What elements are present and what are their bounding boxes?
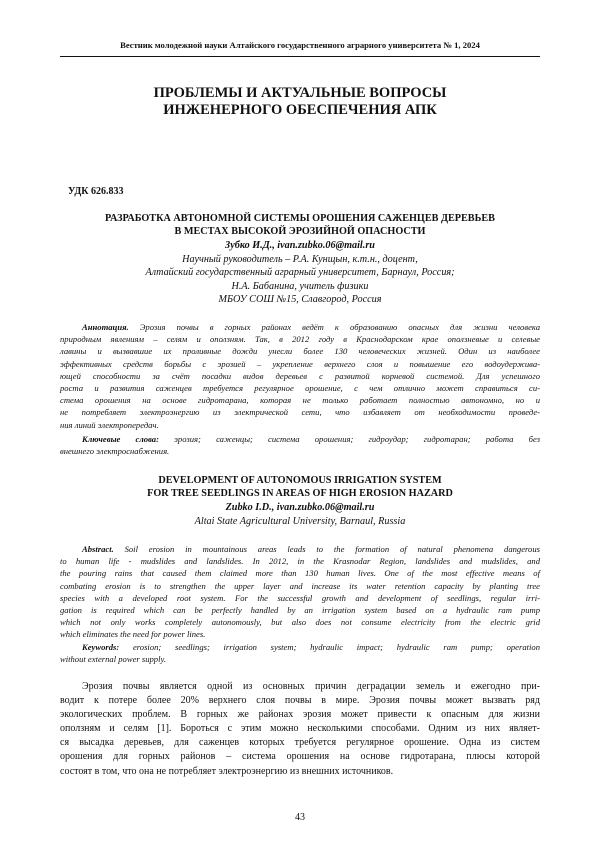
keywords-line: without external power supply. <box>60 654 166 665</box>
title-en-line: DEVELOPMENT OF AUTONOMOUS IRRIGATION SYSTEM <box>158 475 442 486</box>
body-line: состоят в том, что она не потребляет электроэнергию из внешних источников. <box>60 765 394 777</box>
authors-en <box>60 501 540 528</box>
keywords-en <box>60 641 540 665</box>
abstract-line: роста и развития саженцев требуется регулярное орошение, с чем отлично может справиться си- <box>60 383 540 394</box>
abstract-line: to human life - mudslides and landslides. In 2012, in the Krasnodar Region, landslides and mudslides, and <box>60 556 540 567</box>
abstract-line: which eliminates the need for power lines. <box>60 629 206 640</box>
keywords-line: внешнего электроснабжения. <box>60 446 170 457</box>
coauthor-line: Н.А. Бабанина, учитель физики <box>231 280 369 292</box>
article-title-ru <box>60 213 540 238</box>
keywords-line: erosion; seedlings; irrigation system; hydraulic impact; hydraulic ram pump; operation <box>119 642 540 652</box>
keywords-label: Keywords: <box>82 642 120 652</box>
abstract-line: ния линий электропередач. <box>60 419 159 430</box>
abstract-label: Abstract. <box>82 544 114 554</box>
abstract-line: species with a developed root system. For the successful growth and development of seedlings, regular irri- <box>60 592 540 603</box>
body-line: Эрозия почвы является одной из основных причин деградации земель и ежегодно при- <box>82 681 540 692</box>
affiliation-line: Алтайский государственный аграрный университет, Барнаул, Россия; <box>145 267 455 278</box>
section-title-line: ИНЖЕНЕРНОГО ОБЕСПЕЧЕНИЯ АПК <box>163 102 437 118</box>
section-title <box>60 85 540 119</box>
supervisor-line: Научный руководитель – Р.А. Кунщын, к.т.н., доцент, <box>182 253 418 265</box>
page-number: 43 <box>295 812 305 823</box>
abstract-line: лавины и вызвавшие их проливные дожди унесли более 130 человеческих жизней. Один из наиболее <box>60 346 540 357</box>
keywords-ru <box>60 433 540 457</box>
title-ru-line: В МЕСТАХ ВЫСОКОЙ ЭРОЗИЙНОЙ ОПАСНОСТИ <box>174 225 426 237</box>
header-rule <box>60 56 540 57</box>
abstract-line: the pouring rains that caused them claimed more than 130 human lives. One of the most effective means of <box>60 568 540 579</box>
abstract-line: combating erosion is to strengthen the upper layer and increase its water retention capacity by planting tree <box>60 580 540 591</box>
udk-code: УДК 626.833 <box>68 186 124 197</box>
abstract-line: which not only works completely autonomously, but also does not consume electricity from the electric grid <box>60 617 540 628</box>
author-line: Zubko I.D., ivan.zubko.06@mail.ru <box>225 502 375 513</box>
body-line: ся высадка деревьев, для саженцев которых требуется регулярное орошение. Одна из систем <box>60 737 540 749</box>
section-title-line: ПРОБЛЕМЫ И АКТУАЛЬНЫЕ ВОПРОСЫ <box>153 85 447 101</box>
abstract-label: Аннотация. <box>82 322 129 332</box>
abstract-line: Soil erosion in mountainous areas leads to the formation of natural phenomena dangerous <box>113 544 540 554</box>
abstract-line: Эрозия почвы в горных районах ведёт к образованию опасных для жизни человека <box>128 322 540 332</box>
body-line: орошения для горных районов – система орошения на основе гидротарана, плюсы которой <box>60 751 540 763</box>
body-line: водит к потере более 20% верхнего слоя почвы в мире. Эрозия почвы может вызвать ряд <box>60 695 540 707</box>
affiliation-line: Altai State Agricultural University, Barnaul, Russia <box>194 515 406 527</box>
abstract-ru <box>60 321 540 431</box>
article-title-en <box>60 475 540 500</box>
abstract-line: природным явлениям – селям и оползням. Так, в 2012 году в Краснодарском крае оползневые и селевые <box>60 334 540 345</box>
keywords-label: Ключевые слова: <box>82 434 159 444</box>
title-ru-line: РАЗРАБОТКА АВТОНОМНОЙ СИСТЕМЫ ОРОШЕНИЯ САЖЕНЦЕВ ДЕРЕВЬЕВ <box>105 213 495 224</box>
affiliation-line: МБОУ СОШ №15, Славгород, Россия <box>218 294 382 305</box>
abstract-line: ющей способности за счёт посадки видов деревьев с развитой корневой системой. Для успешного <box>60 370 540 381</box>
abstract-line: gation is required which can be perfectly handled by an irrigation system based on a hydraulic ram pump <box>60 605 540 616</box>
body-line: оползням и селям [1]. Бороться с этим можно несколькими способами. Одним из них являет- <box>60 723 540 735</box>
running-header: Вестник молодежной науки Алтайского государственного аграрного университета № 1, 2024 <box>120 40 480 50</box>
title-en-line: FOR TREE SEEDLINGS IN AREAS OF HIGH EROSION HAZARD <box>147 487 453 499</box>
keywords-line: эрозия; саженцы; система орошения; гидроудар; гидротаран; работа без <box>158 434 541 444</box>
abstract-line: эффективных средств борьбы с эрозией – укрепление верхнего слоя и повышение его водоудержива- <box>60 358 540 369</box>
abstract-line: не потребляет электроэнергию из электрической сети, что избавляет от необходимости проведе- <box>60 407 540 418</box>
body-paragraph <box>60 680 540 779</box>
abstract-en <box>60 543 540 641</box>
body-line: экологических проблем. В горных же районах эрозия может привести к опасным для жизни <box>60 709 540 721</box>
abstract-line: стема орошения на основе гидротарана, которая не только работает полностью автономно, но и <box>60 395 540 406</box>
authors-ru <box>60 239 540 307</box>
author-line: Зубко И.Д., ivan.zubko.06@mail.ru <box>225 240 375 251</box>
